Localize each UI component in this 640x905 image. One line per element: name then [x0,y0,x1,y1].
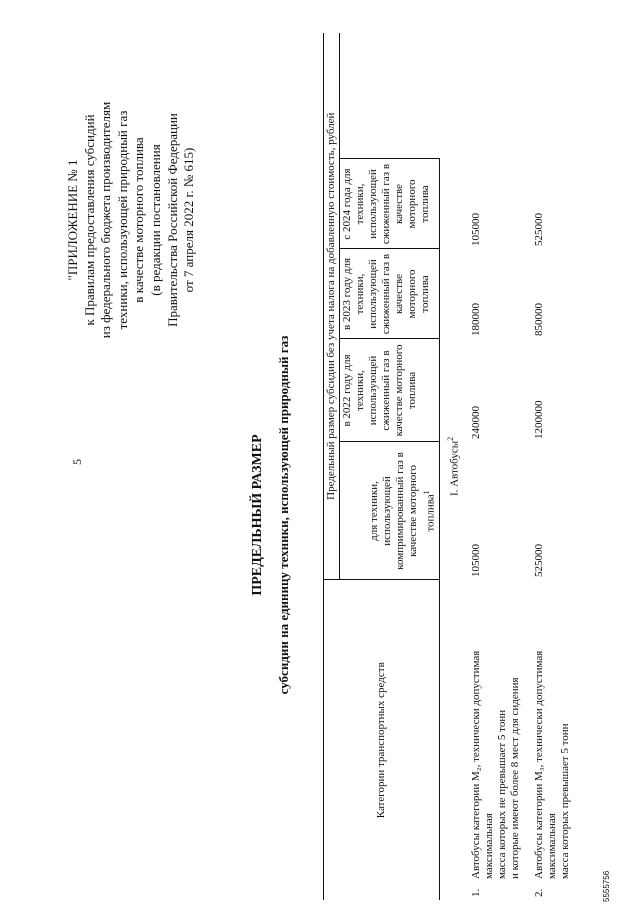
footnote-marker: 2 [445,436,455,441]
header-2024-label: с 2024 года для техники, использующей сжиженный газ в качестве моторного топлива [341,163,431,245]
appendix-line: из федерального бюджета производителям [98,101,114,339]
header-cng [340,442,440,580]
category-line: и которые имеют более 8 мест для сидения [509,677,522,879]
header-2022-label: в 2022 году для техники, использующей сжиженный газ в качестве моторного топлива [341,344,418,437]
appendix-line: техники, использующей природный газ [114,110,130,330]
appendix-line: в качестве моторного топлива [131,137,147,303]
row-number: 2. [533,888,546,897]
row-number: 1. [470,888,483,897]
table-row [523,33,573,900]
category-line: Автобусы категории M₂, технически допустимая максимальная [470,650,496,879]
cell-2024: 525000 [533,212,546,246]
appendix-line: "ПРИЛОЖЕНИЕ № 1 [65,159,80,281]
document-title: ПРЕДЕЛЬНЫЙ РАЗМЕР [250,434,265,596]
document-subtitle: субсидии на единицу техники, использующей природный газ [276,335,291,695]
page-number: 5 [70,459,84,465]
cell-2023: 850000 [533,302,546,336]
table-row [469,33,523,900]
header-2023-label: в 2023 году для техники, использующей сжиженный газ в качестве моторного топлива [341,253,431,335]
row-category [469,580,523,882]
section-title [439,33,469,900]
document-id: 5555756 [602,870,611,902]
header-2024 [340,159,440,249]
cell-cng: 105000 [470,543,483,577]
row-category [523,580,573,882]
category-line: Автобусы категории M₃, технически допустимая максимальная [533,650,559,879]
subsidy-table [323,33,573,900]
cell-cng: 525000 [533,543,546,577]
header-subsidy-group [324,33,340,580]
appendix-header [65,30,198,410]
appendix-line: (в редакции постановления [147,144,163,296]
category-line: масса которых не превышает 5 тонн [496,709,509,879]
header-category [324,580,440,900]
appendix-line: к Правилам предоставления субсидий [81,114,97,326]
footnote-marker: 1 [422,490,431,495]
section-row [439,33,469,900]
cell-2022: 1200000 [533,400,546,439]
header-cng-label: для техники, использующей компримированный газ в качестве моторного топлива [368,452,437,570]
appendix-line: Правительства Российской Федерации [164,113,180,327]
category-line: масса которых превышает 5 тонн [559,723,572,879]
cell-2022: 240000 [470,405,483,439]
header-2022 [340,339,440,442]
cell-2024: 105000 [470,212,483,246]
header-category-label: Категории транспортных средств [374,662,387,819]
cell-2023: 180000 [470,302,483,336]
header-group-label: Предельный размер субсидии без учета налога на добавленную стоимость, рублей [325,112,337,500]
appendix-line: от 7 апреля 2022 г. № 615) [181,147,197,293]
header-2023 [340,249,440,339]
section-label: I. Автобусы [448,440,461,497]
